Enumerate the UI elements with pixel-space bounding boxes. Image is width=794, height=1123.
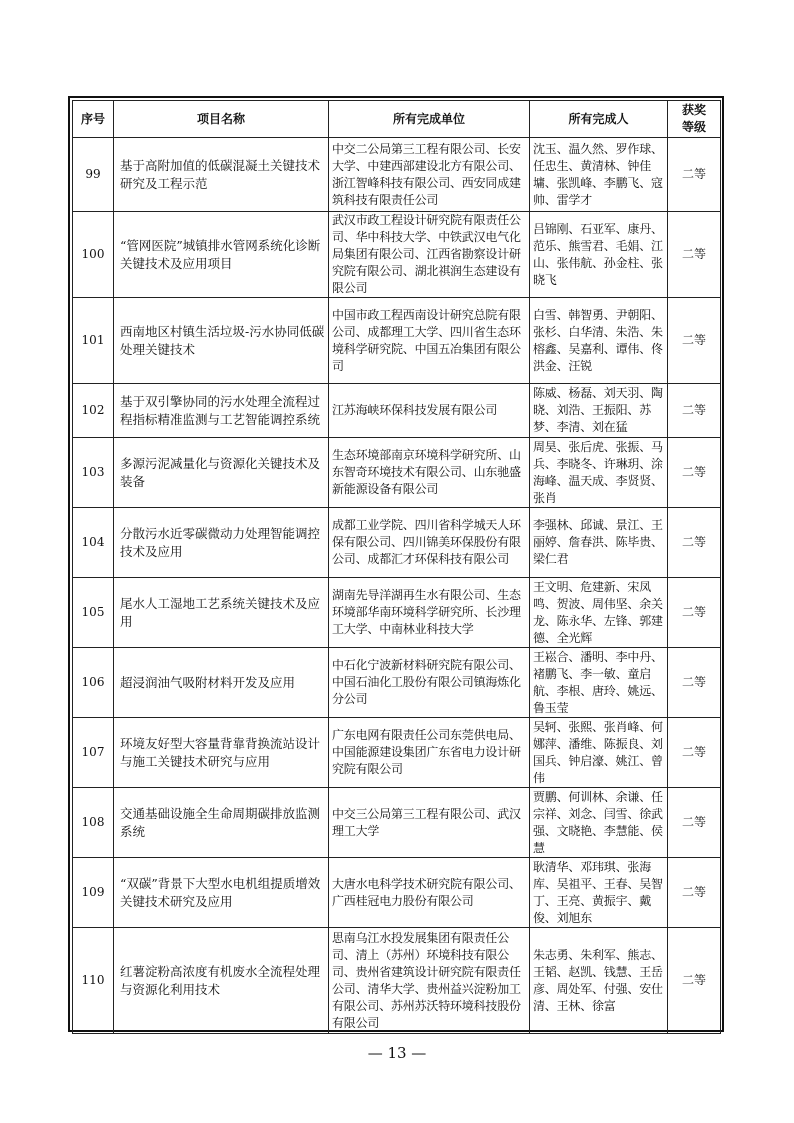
row-no: 104 [73,508,114,578]
row-people: 吴轲、张熙、张肖峰、何娜萍、潘维、陈振良、刘国兵、钟启濠、姚江、曾伟 [530,718,668,788]
row-no: 102 [73,384,114,438]
row-units: 中国市政工程西南设计研究总院有限公司、成都理工大学、四川省生态环境科学研究院、中国五冶集团有限公司 [329,298,530,384]
row-people: 王文明、危建新、宋凤鸣、贺波、周伟坚、余关龙、陈永华、左锋、郭建德、全光辉 [530,578,668,648]
table-row [73,858,721,928]
row-grade: 二等 [668,508,721,578]
header-project-name: 项目名称 [114,101,329,138]
row-units: 成都工业学院、四川省科学城天人环保有限公司、四川锦美环保股份有限公司、成都汇才环保科技有限公司 [329,508,530,578]
table-row [73,508,721,578]
row-project-name: 基于高附加值的低碳混凝土关键技术研究及工程示范 [114,138,329,212]
row-grade: 二等 [668,648,721,718]
table-row [73,384,721,438]
row-units: 江苏海峡环保科技发展有限公司 [329,384,530,438]
page-number: — 13 — [367,1044,427,1062]
row-people: 王崧合、潘明、李中丹、褚鹏飞、李一敏、童启航、李根、唐玲、姚远、鲁玉莹 [530,648,668,718]
row-units: 武汉市政工程设计研究院有限责任公司、华中科技大学、中铁武汉电气化局集团有限公司、江西省勘察设计研究院有限公司、湖北祺润生态建设有限公司 [329,212,530,298]
table-body [73,138,721,1034]
row-units: 中交二公局第三工程有限公司、长安大学、中建西部建设北方有限公司、浙江智峰科技有限公司、西安同成建筑科技有限责任公司 [329,138,530,212]
header-grade-line2: 等级 [681,120,706,134]
row-units: 生态环境部南京环境科学研究所、山东智奇环境技术有限公司、山东驰盛新能源设备有限公司 [329,438,530,508]
row-grade: 二等 [668,384,721,438]
header-no: 序号 [73,101,114,138]
table-row [73,212,721,298]
row-no: 103 [73,438,114,508]
table-row [73,788,721,858]
header-units: 所有完成单位 [329,101,530,138]
row-units: 广东电网有限责任公司东莞供电局、中国能源建设集团广东省电力设计研究院有限公司 [329,718,530,788]
row-people: 吕锦刚、石亚军、康丹、范乐、熊雪君、毛娟、江山、张伟航、孙金柱、张晓飞 [530,212,668,298]
row-people: 耿清华、邓玮琪、张海库、吴祖平、王春、吴智丁、王亮、黄振宇、戴俊、刘旭东 [530,858,668,928]
row-grade: 二等 [668,298,721,384]
header-grade-line1: 获奖 [681,103,706,117]
row-project-name: 环境友好型大容量背靠背换流站设计与施工关键技术研究与应用 [114,718,329,788]
row-no: 101 [73,298,114,384]
row-project-name: 西南地区村镇生活垃圾-污水协同低碳处理关键技术 [114,298,329,384]
row-project-name: 红薯淀粉高浓度有机废水全流程处理与资源化利用技术 [114,928,329,1034]
row-project-name: 分散污水近零碳微动力处理智能调控技术及应用 [114,508,329,578]
row-grade: 二等 [668,858,721,928]
row-units: 思南乌江水投发展集团有限责任公司、清上（苏州）环境科技有限公司、贵州省建筑设计研究院有限责任公司、清华大学、贵州益兴淀粉加工有限公司、苏州苏沃特环境科技股份有限公司 [329,928,530,1034]
row-people: 周昊、张后虎、张振、马兵、李晓冬、许琳玥、涂海峰、温天成、李贤贤、张肖 [530,438,668,508]
row-grade: 二等 [668,928,721,1034]
table-row [73,718,721,788]
row-grade: 二等 [668,788,721,858]
row-project-name: 尾水人工湿地工艺系统关键技术及应用 [114,578,329,648]
row-no: 107 [73,718,114,788]
row-project-name: “管网医院”城镇排水管网系统化诊断关键技术及应用项目 [114,212,329,298]
row-project-name: “双碳”背景下大型水电机组提质增效关键技术研究及应用 [114,858,329,928]
row-people: 沈玉、温久然、罗作球、任忠生、黄清林、钟佳墉、张凯峰、李鹏飞、寇帅、雷学才 [530,138,668,212]
row-no: 106 [73,648,114,718]
row-project-name: 基于双引擎协同的污水处理全流程过程指标精准监测与工艺智能调控系统 [114,384,329,438]
header-grade [668,101,721,138]
row-people: 李强林、邱诚、景江、王丽婷、詹春洪、陈毕贵、梁仁君 [530,508,668,578]
award-table-frame [68,96,724,1032]
row-people: 贾鹏、何训林、余谦、任宗祥、刘念、闫雪、徐武强、文晓艳、李慧能、侯慧 [530,788,668,858]
row-project-name: 交通基础设施全生命周期碳排放监测系统 [114,788,329,858]
row-people: 朱志勇、朱利军、熊志、王韬、赵凯、钱慧、王岳彦、周处军、付强、安仕清、王林、徐富 [530,928,668,1034]
row-units: 大唐水电科学技术研究院有限公司、广西桂冠电力股份有限公司 [329,858,530,928]
row-project-name: 超浸润油气吸附材料开发及应用 [114,648,329,718]
row-units: 湖南先导洋湖再生水有限公司、生态环境部华南环境科学研究所、长沙理工大学、中南林业科技大学 [329,578,530,648]
table-row [73,438,721,508]
row-grade: 二等 [668,718,721,788]
row-no: 108 [73,788,114,858]
row-no: 100 [73,212,114,298]
award-table [72,100,721,1034]
table-row [73,928,721,1034]
row-units: 中石化宁波新材料研究院有限公司、中国石油化工股份有限公司镇海炼化分公司 [329,648,530,718]
row-no: 99 [73,138,114,212]
row-grade: 二等 [668,578,721,648]
row-project-name: 多源污泥减量化与资源化关键技术及装备 [114,438,329,508]
row-no: 110 [73,928,114,1034]
row-units: 中交三公局第三工程有限公司、武汉理工大学 [329,788,530,858]
table-row [73,578,721,648]
row-people: 白雪、韩智勇、尹朝阳、张杉、白华清、朱浩、朱榕鑫、吴嘉利、谭伟、佟洪金、汪锐 [530,298,668,384]
row-no: 109 [73,858,114,928]
row-grade: 二等 [668,438,721,508]
table-row [73,298,721,384]
row-no: 105 [73,578,114,648]
row-grade: 二等 [668,138,721,212]
table-row [73,138,721,212]
table-header-row [73,101,721,138]
row-grade: 二等 [668,212,721,298]
table-row [73,648,721,718]
row-people: 陈威、杨磊、刘天羽、陶晓、刘浩、王振阳、苏梦、李清、刘在猛 [530,384,668,438]
header-people: 所有完成人 [530,101,668,138]
